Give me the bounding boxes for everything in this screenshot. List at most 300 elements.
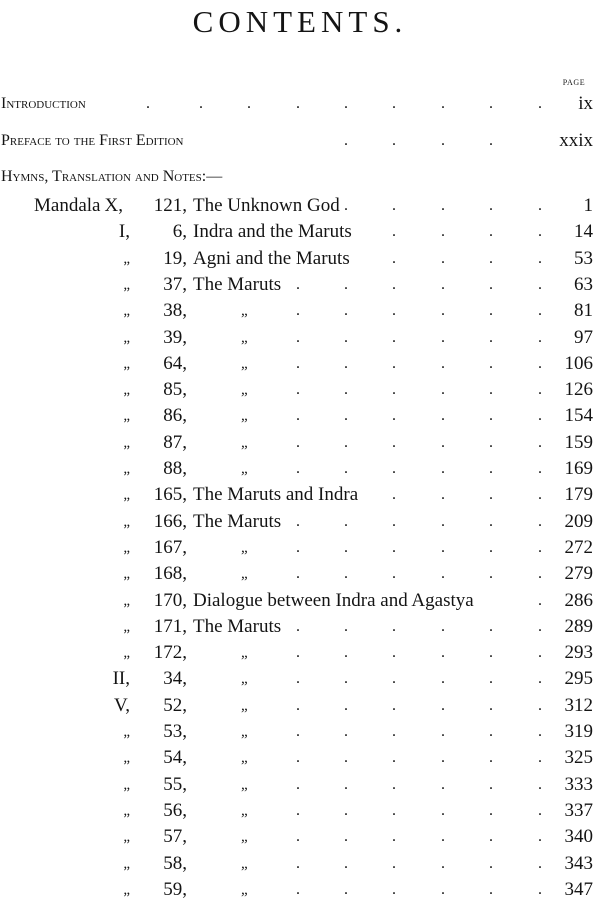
- mandala-number: „: [123, 777, 130, 793]
- leader-dot: .: [296, 618, 300, 635]
- toc-entry-preface[interactable]: [0, 128, 600, 154]
- leader-dots: [0, 351, 600, 377]
- leader-dots: [0, 640, 600, 666]
- leader-dot: .: [344, 723, 348, 740]
- leader-dot: .: [146, 95, 150, 112]
- page-number: 126: [564, 379, 593, 400]
- leader-dot: .: [247, 95, 251, 112]
- leader-dot: .: [441, 513, 445, 530]
- page-number: 169: [564, 458, 593, 479]
- leader-dot: .: [538, 486, 542, 503]
- mandala-number: „: [123, 750, 130, 766]
- mandala-number: „: [123, 540, 130, 556]
- leader-dot: .: [344, 539, 348, 556]
- leader-dot: .: [538, 670, 542, 687]
- hymn-number: 59,: [163, 879, 187, 900]
- leader-dots: [0, 824, 600, 850]
- hymn-number: 170,: [153, 590, 187, 611]
- ditto-title: „: [241, 461, 248, 477]
- toc-section-heading: [0, 164, 600, 190]
- leader-dot: .: [296, 723, 300, 740]
- toc-entry-hymn[interactable]: [0, 351, 600, 377]
- leader-dot: .: [344, 276, 348, 293]
- toc-entry-hymn[interactable]: [0, 666, 600, 692]
- mandala-number: „: [123, 330, 130, 346]
- leader-dots: [0, 128, 600, 154]
- leader-dot: .: [296, 855, 300, 872]
- toc-entry-hymn[interactable]: [0, 272, 600, 298]
- leader-dot: .: [441, 223, 445, 240]
- ditto-title: „: [241, 750, 248, 766]
- toc-entry-hymn[interactable]: [0, 219, 600, 245]
- page-number: 272: [564, 537, 593, 558]
- leader-dots: [0, 219, 600, 245]
- leader-dot: .: [441, 749, 445, 766]
- hymn-number: 64,: [163, 353, 187, 374]
- leader-dot: .: [344, 407, 348, 424]
- hymn-number: 53,: [163, 721, 187, 742]
- leader-dot: .: [344, 197, 348, 214]
- hymn-number: 85,: [163, 379, 187, 400]
- leader-dot: .: [296, 670, 300, 687]
- toc-entry-hymn[interactable]: [0, 851, 600, 877]
- hymn-title: The Maruts: [193, 616, 282, 637]
- toc-entry-hymn[interactable]: [0, 482, 600, 508]
- hymn-number: 57,: [163, 826, 187, 847]
- toc-entry-hymn[interactable]: [0, 325, 600, 351]
- ditto-title: „: [241, 408, 248, 424]
- leader-dots: [0, 561, 600, 587]
- leader-dot: .: [392, 381, 396, 398]
- leader-dot: .: [296, 565, 300, 582]
- leader-dot: .: [538, 434, 542, 451]
- leader-dots: [0, 509, 600, 535]
- toc-entry-hymn[interactable]: [0, 772, 600, 798]
- mandala-label: Mandala: [34, 195, 101, 216]
- mandala-number: „: [123, 408, 130, 424]
- page-number: 63: [574, 274, 593, 295]
- leader-dot: .: [296, 881, 300, 898]
- hymn-number: 55,: [163, 774, 187, 795]
- leader-dot: .: [296, 513, 300, 530]
- leader-dot: .: [296, 302, 300, 319]
- leader-dots: [0, 614, 600, 640]
- toc-entry-hymn[interactable]: [0, 246, 600, 272]
- toc-entry-hymn[interactable]: [0, 719, 600, 745]
- toc-entry-hymn[interactable]: [0, 588, 600, 614]
- page-number: xxix: [559, 130, 593, 151]
- leader-dot: .: [392, 618, 396, 635]
- leader-dot: .: [538, 723, 542, 740]
- leader-dot: .: [344, 697, 348, 714]
- leader-dot: .: [392, 855, 396, 872]
- leader-dot: .: [392, 223, 396, 240]
- leader-dot: .: [538, 565, 542, 582]
- mandala-number: „: [123, 251, 130, 267]
- leader-dot: .: [392, 355, 396, 372]
- leader-dot: .: [538, 250, 542, 267]
- leader-dot: .: [441, 723, 445, 740]
- leader-dot: .: [489, 302, 493, 319]
- leader-dots: [0, 272, 600, 298]
- hymn-number: 52,: [163, 695, 187, 716]
- page-number: 343: [564, 853, 593, 874]
- leader-dot: .: [441, 197, 445, 214]
- leader-dot: .: [538, 355, 542, 372]
- leader-dot: .: [489, 197, 493, 214]
- leader-dot: .: [392, 749, 396, 766]
- leader-dot: .: [392, 329, 396, 346]
- leader-dot: .: [538, 802, 542, 819]
- page-number: 209: [564, 511, 593, 532]
- leader-dot: .: [392, 460, 396, 477]
- ditto-title: „: [241, 330, 248, 346]
- page-number: 312: [564, 695, 593, 716]
- leader-dots: [0, 193, 600, 219]
- leader-dot: .: [296, 828, 300, 845]
- leader-dot: .: [392, 723, 396, 740]
- leader-dot: .: [489, 276, 493, 293]
- page-number: 81: [574, 300, 593, 321]
- leader-dots: [0, 430, 600, 456]
- leader-dot: .: [344, 302, 348, 319]
- leader-dot: .: [296, 355, 300, 372]
- page-number: 340: [564, 826, 593, 847]
- leader-dot: .: [441, 460, 445, 477]
- toc-entry-hymn[interactable]: [0, 403, 600, 429]
- leader-dot: .: [392, 802, 396, 819]
- leader-dot: .: [344, 776, 348, 793]
- mandala-number: „: [123, 619, 130, 635]
- ditto-title: „: [241, 698, 248, 714]
- leader-dot: .: [344, 565, 348, 582]
- leader-dot: .: [344, 381, 348, 398]
- toc-entry-hymn[interactable]: [0, 193, 600, 219]
- leader-dot: .: [441, 802, 445, 819]
- leader-dots: [0, 798, 600, 824]
- leader-dot: .: [392, 434, 396, 451]
- leader-dot: .: [441, 381, 445, 398]
- mandala-number: „: [123, 645, 130, 661]
- toc-entry-hymn[interactable]: [0, 877, 600, 903]
- entry-label: Introduction: [1, 95, 86, 112]
- entry-label: Preface to the First Edition: [1, 132, 184, 149]
- page-column-label: PAGE: [562, 78, 586, 87]
- mandala-number: „: [123, 856, 130, 872]
- leader-dot: .: [538, 197, 542, 214]
- toc-entry-hymn[interactable]: [0, 745, 600, 771]
- leader-dot: .: [538, 618, 542, 635]
- leader-dot: .: [344, 644, 348, 661]
- leader-dot: .: [392, 276, 396, 293]
- hymn-number: 58,: [163, 853, 187, 874]
- mandala-number: „: [123, 514, 130, 530]
- leader-dot: .: [344, 749, 348, 766]
- hymn-number: 37,: [163, 274, 187, 295]
- hymn-number: 166,: [153, 511, 187, 532]
- mandala-number: „: [123, 356, 130, 372]
- ditto-title: „: [241, 856, 248, 872]
- leader-dot: .: [441, 855, 445, 872]
- toc-entry-hymn[interactable]: [0, 824, 600, 850]
- leader-dot: .: [392, 670, 396, 687]
- toc-entry-hymn[interactable]: [0, 614, 600, 640]
- leader-dot: .: [441, 697, 445, 714]
- leader-dot: .: [489, 355, 493, 372]
- page-number: 1: [583, 195, 593, 216]
- leader-dot: .: [392, 881, 396, 898]
- mandala-number: V,: [113, 695, 130, 716]
- leader-dots: [0, 693, 600, 719]
- leader-dot: .: [392, 302, 396, 319]
- leader-dots: [0, 877, 600, 903]
- hymn-number: 168,: [153, 563, 187, 584]
- leader-dot: .: [296, 95, 300, 112]
- leader-dot: .: [489, 460, 493, 477]
- toc-entry-hymn[interactable]: [0, 535, 600, 561]
- hymn-number: 39,: [163, 327, 187, 348]
- page-number: 295: [564, 668, 593, 689]
- toc-entry-hymn[interactable]: [0, 640, 600, 666]
- page-number: 53: [574, 248, 593, 269]
- toc-entry-hymn[interactable]: [0, 377, 600, 403]
- leader-dot: .: [344, 855, 348, 872]
- toc-entry-hymn[interactable]: [0, 561, 600, 587]
- leader-dot: .: [538, 776, 542, 793]
- mandala-number: „: [123, 277, 130, 293]
- hymn-title: The Maruts: [193, 511, 282, 532]
- leader-dot: .: [538, 95, 542, 112]
- leader-dots: [0, 745, 600, 771]
- leader-dot: .: [538, 460, 542, 477]
- leader-dots: [0, 482, 600, 508]
- leader-dot: .: [296, 644, 300, 661]
- hymn-number: 167,: [153, 537, 187, 558]
- contents-title: CONTENTS.: [192, 4, 408, 39]
- hymn-title: Dialogue between Indra and Agastya: [193, 590, 474, 611]
- leader-dot: .: [296, 802, 300, 819]
- ditto-title: „: [241, 882, 248, 898]
- leader-dot: .: [344, 434, 348, 451]
- leader-dot: .: [441, 132, 445, 149]
- leader-dot: .: [489, 132, 493, 149]
- leader-dot: .: [489, 776, 493, 793]
- hymn-title: Indra and the Maruts: [193, 221, 352, 242]
- leader-dot: .: [344, 513, 348, 530]
- leader-dot: .: [489, 855, 493, 872]
- hymn-number: 172,: [153, 642, 187, 663]
- leader-dot: .: [538, 749, 542, 766]
- leader-dot: .: [441, 434, 445, 451]
- leader-dot: .: [296, 276, 300, 293]
- leader-dot: .: [296, 749, 300, 766]
- page-number: 337: [564, 800, 593, 821]
- leader-dot: .: [538, 828, 542, 845]
- ditto-title: „: [241, 435, 248, 451]
- leader-dot: .: [392, 828, 396, 845]
- mandala-number: „: [123, 566, 130, 582]
- leader-dot: .: [392, 407, 396, 424]
- hymn-number: 88,: [163, 458, 187, 479]
- hymn-number: 165,: [153, 484, 187, 505]
- leader-dot: .: [296, 407, 300, 424]
- toc-entry-introduction[interactable]: [0, 91, 600, 117]
- leader-dot: .: [441, 329, 445, 346]
- ditto-title: „: [241, 777, 248, 793]
- leader-dot: .: [441, 618, 445, 635]
- leader-dot: .: [489, 486, 493, 503]
- page-number: 14: [574, 221, 593, 242]
- leader-dot: .: [441, 355, 445, 372]
- leader-dot: .: [344, 618, 348, 635]
- leader-dot: .: [344, 329, 348, 346]
- leader-dot: .: [441, 881, 445, 898]
- leader-dots: [0, 325, 600, 351]
- toc-entry-hymn[interactable]: [0, 798, 600, 824]
- leader-dot: .: [441, 250, 445, 267]
- leader-dot: .: [392, 486, 396, 503]
- leader-dot: .: [441, 828, 445, 845]
- ditto-title: „: [241, 540, 248, 556]
- leader-dot: .: [489, 434, 493, 451]
- mandala-number: „: [123, 382, 130, 398]
- leader-dot: .: [489, 223, 493, 240]
- mandala-number: X,: [104, 195, 123, 216]
- toc-entry-hymn[interactable]: [0, 298, 600, 324]
- mandala-number: „: [123, 303, 130, 319]
- leader-dot: .: [489, 381, 493, 398]
- leader-dot: .: [538, 302, 542, 319]
- hymn-title: Agni and the Maruts: [193, 248, 350, 269]
- leader-dot: .: [392, 250, 396, 267]
- leader-dot: .: [441, 565, 445, 582]
- leader-dot: .: [538, 381, 542, 398]
- page-number: 179: [564, 484, 593, 505]
- leader-dot: .: [296, 381, 300, 398]
- leader-dot: .: [538, 592, 542, 609]
- leader-dot: .: [441, 539, 445, 556]
- leader-dot: .: [392, 539, 396, 556]
- leader-dot: .: [489, 513, 493, 530]
- leader-dot: .: [344, 355, 348, 372]
- hymn-number: 171,: [153, 616, 187, 637]
- leader-dot: .: [392, 197, 396, 214]
- leader-dot: .: [344, 95, 348, 112]
- leader-dot: .: [489, 618, 493, 635]
- leader-dots: [0, 91, 600, 117]
- leader-dot: .: [441, 407, 445, 424]
- leader-dot: .: [296, 460, 300, 477]
- page-number: 97: [574, 327, 593, 348]
- leader-dot: .: [392, 644, 396, 661]
- toc-entry-hymn[interactable]: [0, 430, 600, 456]
- leader-dot: .: [344, 460, 348, 477]
- page-number: 333: [564, 774, 593, 795]
- leader-dot: .: [538, 539, 542, 556]
- toc-entry-hymn[interactable]: [0, 509, 600, 535]
- leader-dot: .: [489, 539, 493, 556]
- leader-dot: .: [489, 407, 493, 424]
- mandala-number: „: [123, 461, 130, 477]
- page-number: 106: [564, 353, 593, 374]
- leader-dot: .: [538, 881, 542, 898]
- page-number: 286: [564, 590, 593, 611]
- page-number: 293: [564, 642, 593, 663]
- leader-dot: .: [344, 881, 348, 898]
- toc-entry-hymn[interactable]: [0, 456, 600, 482]
- mandala-number: „: [123, 829, 130, 845]
- mandala-number: II,: [112, 668, 130, 689]
- leader-dot: .: [538, 223, 542, 240]
- leader-dot: .: [538, 644, 542, 661]
- leader-dot: .: [296, 697, 300, 714]
- ditto-title: „: [241, 566, 248, 582]
- leader-dot: .: [538, 697, 542, 714]
- leader-dots: [0, 588, 600, 614]
- leader-dot: .: [441, 302, 445, 319]
- hymn-number: 6,: [172, 221, 187, 242]
- leader-dot: .: [489, 670, 493, 687]
- section-heading: Hymns, Translation and Notes:—: [1, 168, 223, 185]
- leader-dots: [0, 535, 600, 561]
- leader-dot: .: [489, 881, 493, 898]
- leader-dot: .: [344, 132, 348, 149]
- leader-dot: .: [441, 276, 445, 293]
- leader-dot: .: [441, 776, 445, 793]
- leader-dot: .: [489, 329, 493, 346]
- ditto-title: „: [241, 382, 248, 398]
- page-number: 154: [564, 405, 593, 426]
- hymn-number: 38,: [163, 300, 187, 321]
- leader-dot: .: [296, 776, 300, 793]
- mandala-number: I,: [118, 221, 130, 242]
- leader-dots: [0, 246, 600, 272]
- leader-dot: .: [489, 95, 493, 112]
- leader-dot: .: [489, 250, 493, 267]
- hymn-title: The Maruts: [193, 274, 282, 295]
- leader-dot: .: [489, 644, 493, 661]
- ditto-title: „: [241, 671, 248, 687]
- leader-dot: .: [296, 434, 300, 451]
- page-number: 319: [564, 721, 593, 742]
- mandala-number: „: [123, 593, 130, 609]
- toc-entry-hymn[interactable]: [0, 693, 600, 719]
- mandala-number: „: [123, 882, 130, 898]
- page-number: 347: [564, 879, 593, 900]
- leader-dot: .: [489, 749, 493, 766]
- leader-dot: .: [489, 697, 493, 714]
- ditto-title: „: [241, 724, 248, 740]
- leader-dot: .: [489, 565, 493, 582]
- page-number: ix: [578, 93, 593, 114]
- hymn-title: The Maruts and Indra: [193, 484, 359, 505]
- hymn-number: 19,: [163, 248, 187, 269]
- page-number: 279: [564, 563, 593, 584]
- leader-dot: .: [489, 723, 493, 740]
- leader-dot: .: [538, 329, 542, 346]
- leader-dot: .: [489, 828, 493, 845]
- page-number: 289: [564, 616, 593, 637]
- mandala-number: „: [123, 724, 130, 740]
- leader-dot: .: [392, 95, 396, 112]
- hymn-number: 86,: [163, 405, 187, 426]
- page-number: 325: [564, 747, 593, 768]
- leader-dot: .: [344, 670, 348, 687]
- leader-dot: .: [392, 697, 396, 714]
- leader-dots: [0, 666, 600, 692]
- leader-dot: .: [441, 486, 445, 503]
- leader-dots: [0, 772, 600, 798]
